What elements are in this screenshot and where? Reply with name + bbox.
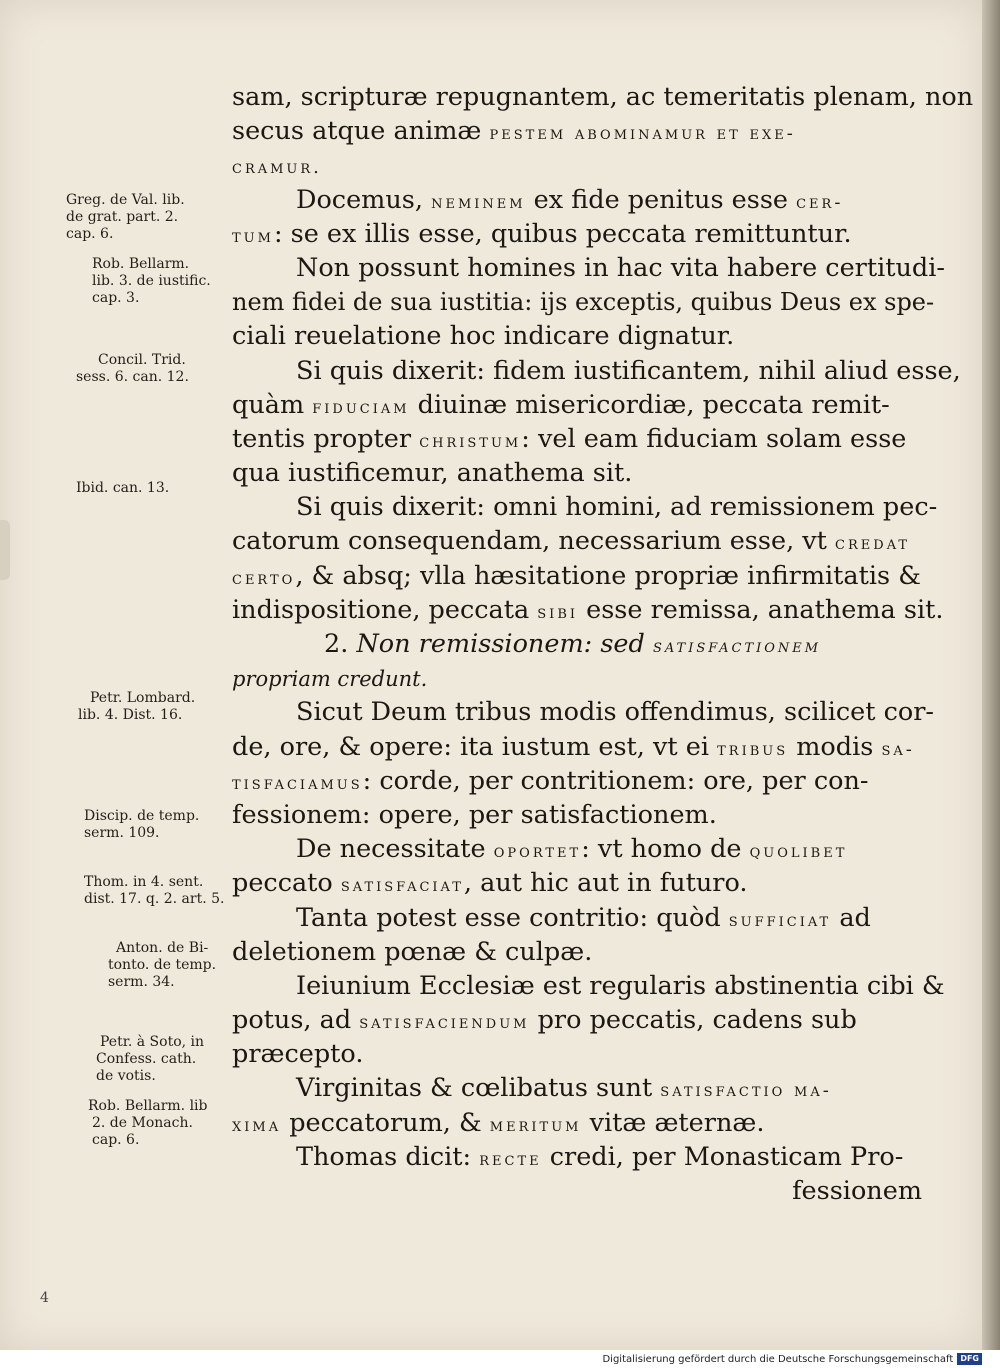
margin-line: Rob. Bellarm. lib xyxy=(88,1098,208,1114)
text-line: certo, & absq; vlla hæsitatione propriæ infirmitatis & xyxy=(232,560,921,591)
margin-line: Thom. in 4. sent. xyxy=(84,874,204,890)
text-line: ciali reuelatione hoc indicare dignatur. xyxy=(232,321,735,352)
margin-note xyxy=(92,256,211,307)
funding-footer xyxy=(602,1352,982,1366)
text-line: præcepto. xyxy=(232,1039,364,1070)
margin-line: de votis. xyxy=(96,1068,156,1084)
margin-line: Anton. de Bi- xyxy=(116,940,209,956)
text-line: potus, ad satisfaciendum pro peccatis, cadens sub xyxy=(232,1005,857,1036)
margin-note xyxy=(78,690,196,724)
text-line: xima peccatorum, & meritum vitæ æternæ. xyxy=(232,1107,765,1138)
margin-note xyxy=(76,480,169,497)
text-line: catorum consequendam, necessarium esse, vt credat xyxy=(232,526,911,557)
margin-note xyxy=(108,940,217,991)
margin-line: lib. 3. de iustific. xyxy=(92,273,211,289)
margin-line: dist. 17. q. 2. art. 5. xyxy=(84,891,225,907)
text-line: cramur. xyxy=(232,157,322,179)
text-line: Thomas dicit: recte credi, per Monasticam Pro- xyxy=(296,1141,904,1172)
text-line: Tanta potest esse contritio: quòd sufficiat ad xyxy=(296,902,871,933)
text-line: fessionem: opere, per satisfactionem. xyxy=(232,799,717,830)
text-line: Si quis dixerit: fidem iustificantem, nihil aliud esse, xyxy=(296,355,961,386)
margin-note xyxy=(96,1034,205,1085)
text-line: de, ore, & opere: ita iustum est, vt ei tribus modis sa- xyxy=(232,731,915,762)
text-line: Sicut Deum tribus modis offendimus, scilicet cor- xyxy=(296,697,935,728)
page-edge xyxy=(982,0,1000,1350)
margin-line: Greg. de Val. lib. xyxy=(66,192,185,208)
text-line: Non possunt homines in hac vita habere certitudi- xyxy=(296,252,946,283)
text-line: sam, scripturæ repugnantem, ac temeritatis plenam, non xyxy=(232,82,974,112)
text-line: deletionem pœnæ & culpæ. xyxy=(232,936,593,967)
margin-line: cap. 6. xyxy=(66,226,114,242)
margin-line: cap. 6. xyxy=(92,1132,140,1148)
footer-text: Digitalisierung gefördert durch die Deutsche Forschungsgemeinschaft xyxy=(602,1353,954,1365)
margin-line: cap. 3. xyxy=(92,290,140,306)
page-number: 4 xyxy=(40,1290,49,1306)
text-line: tentis propter christum: vel eam fiduciam solam esse xyxy=(232,423,907,454)
section-heading: propriam credunt. xyxy=(232,667,428,692)
text-line: qua iustificemur, anathema sit. xyxy=(232,458,633,489)
text-line: quàm fiduciam diuinæ misericordiæ, peccata remit- xyxy=(232,389,890,420)
margin-line: Confess. cath. xyxy=(96,1051,197,1067)
dfg-logo-icon: DFG xyxy=(957,1353,982,1365)
section-heading: 2. Non remissionem: sed satisfactionem xyxy=(324,629,822,659)
margin-line: Ibid. can. 13. xyxy=(76,480,170,496)
text-line: secus atque animæ pestem abominamur et exe- xyxy=(232,116,796,147)
margin-line: tonto. de temp. xyxy=(108,957,217,973)
margin-line: Discip. de temp. xyxy=(84,808,200,824)
margin-line: 2. de Monach. xyxy=(92,1115,193,1131)
margin-line: serm. 109. xyxy=(84,825,160,841)
text-line: Ieiunium Ecclesiæ est regularis abstinentia cibi & xyxy=(296,970,945,1001)
margin-line: lib. 4. Dist. 16. xyxy=(78,707,183,723)
margin-line: Petr. à Soto, in xyxy=(100,1034,205,1050)
text-line: Virginitas & cœlibatus sunt satisfactio ma- xyxy=(296,1073,832,1104)
margin-line: de grat. part. 2. xyxy=(66,209,179,225)
margin-line: Concil. Trid. xyxy=(98,352,186,368)
margin-note xyxy=(84,874,224,908)
page-tab xyxy=(0,520,10,580)
text-line: indispositione, peccata sibi esse remissa, anathema sit. xyxy=(232,594,944,625)
margin-note xyxy=(76,352,189,386)
catchword-line: fessionem xyxy=(792,1176,922,1206)
margin-line: sess. 6. can. 12. xyxy=(76,369,189,385)
margin-line: Rob. Bellarm. xyxy=(92,256,190,272)
text-line: De necessitate oportet: vt homo de quolibet xyxy=(296,834,848,865)
margin-note xyxy=(88,1098,208,1149)
margin-note xyxy=(66,192,185,243)
text-line: Si quis dixerit: omni homini, ad remissionem pec- xyxy=(296,492,938,523)
text-line: tisfaciamus: corde, per contritionem: ore, per con- xyxy=(232,765,869,796)
text-line: Docemus, neminem ex fide penitus esse cer- xyxy=(296,184,844,215)
text-line: nem fidei de sua iustitia: ijs exceptis, quibus Deus ex spe- xyxy=(232,288,935,317)
text-line: tum: se ex illis esse, quibus peccata remittuntur. xyxy=(232,218,852,249)
main-text xyxy=(232,80,974,1208)
text-line: peccato satisfaciat, aut hic aut in futuro. xyxy=(232,868,748,899)
margin-line: serm. 34. xyxy=(108,974,175,990)
margin-line: Petr. Lombard. xyxy=(90,690,196,706)
margin-note xyxy=(84,808,199,842)
